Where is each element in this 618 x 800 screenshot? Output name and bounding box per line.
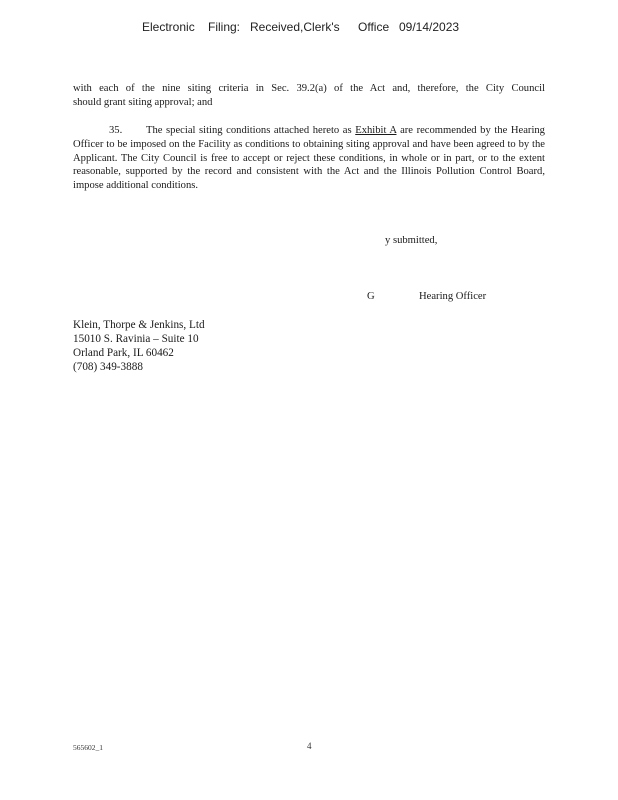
header-office: Office [358,20,390,34]
hearing-officer-title: Hearing Officer [419,291,487,302]
header-electronic: Electronic [142,20,195,34]
paragraph-34-line-1: with each of the nine siting criteria in Sec. 39.2(a) of the Act and, therefore, the City Council [73,83,545,94]
exhibit-a-reference: Exhibit A [355,125,397,136]
firm-phone: (708) 349-3888 [73,361,143,373]
firm-address-block [73,318,205,374]
respectfully-submitted: y submitted, [385,235,438,246]
paragraph-35-number: 35. [109,125,123,136]
paragraph-35-text-after: are recommended by the Hearing Officer to be imposed on the Facility as conditions to obtaining siting approval and have been agreed to by the Applicant. The City Council is free to accept or reject these conditions, in whole or in part, or to the extent reasonable, supported by the record and consistent with the Act and the Illinois Pollution Control Board, impose additional conditions. [73,125,545,192]
firm-city: Orland Park, IL 60462 [73,347,174,359]
paragraph-34-line-2: should grant siting approval; and [73,96,213,108]
firm-name: Klein, Thorpe & Jenkins, Ltd [73,319,205,331]
signature-initial: G [367,291,375,302]
paragraph-35-text-before: The special siting conditions attached hereto as [146,125,356,136]
document-id: 565602_1 [73,743,103,752]
header-filing: Filing: [208,20,241,34]
page-number: 4 [307,741,312,751]
paragraph-34-continuation [73,82,545,110]
header-date: 09/14/2023 [399,20,460,34]
header-received-clerks: Received,Clerk's [250,20,340,34]
paragraph-35 [73,124,545,193]
firm-street: 15010 S. Ravinia – Suite 10 [73,333,199,345]
